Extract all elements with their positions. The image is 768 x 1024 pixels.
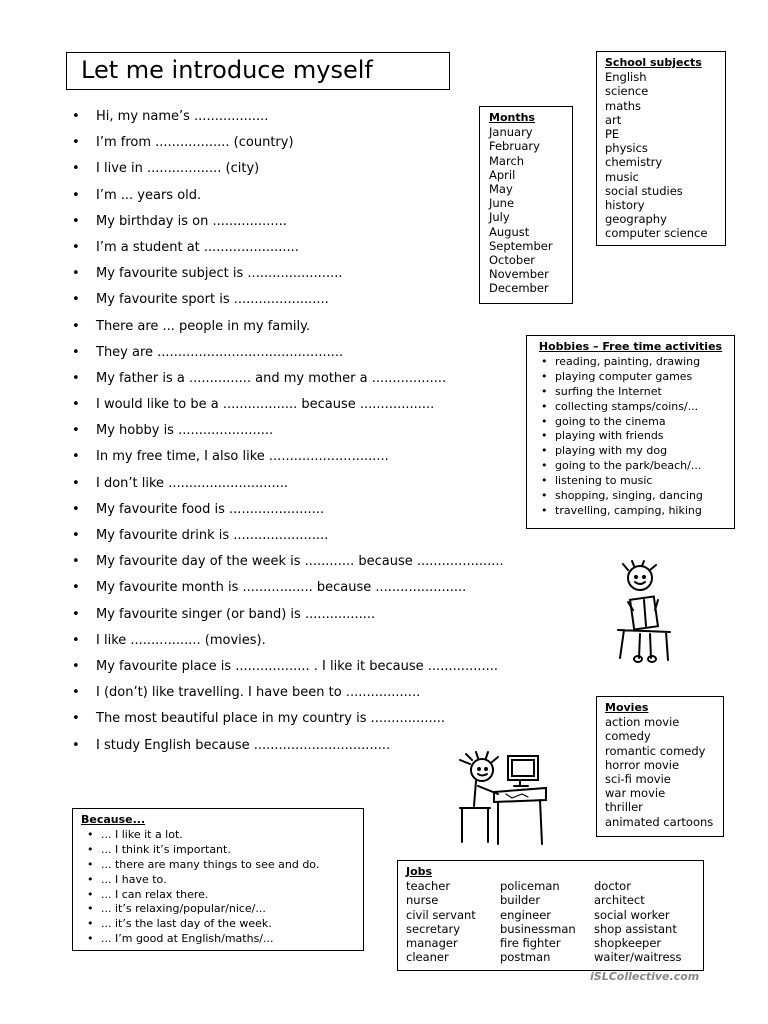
job-item: builder [500, 893, 541, 908]
month-item: September [489, 238, 553, 253]
because-box [72, 808, 364, 951]
desk-legs [498, 800, 542, 844]
subject-item: English [605, 70, 647, 85]
job-item: civil servant [406, 907, 476, 922]
month-item: July [489, 210, 510, 225]
smile-shape [478, 774, 487, 776]
hair-strokes [460, 752, 498, 764]
desk-shape [618, 630, 670, 660]
job-item: engineer [500, 907, 552, 922]
subject-item: history [605, 198, 645, 213]
hobby-item: • collecting stamps/coins/... [535, 400, 726, 415]
question-item: • Hi, my name’s .................. [72, 104, 592, 130]
question-item: • In my free time, I also like ............................. [72, 444, 592, 470]
because-item: • ... it’s relaxing/popular/nice/... [81, 902, 355, 917]
movie-item: thriller [605, 800, 643, 815]
subject-item: computer science [605, 226, 708, 241]
because-item: • ... I have to. [81, 873, 355, 888]
months-heading: Months [489, 111, 535, 124]
hobby-item: • reading, painting, drawing [535, 355, 726, 370]
eye-shape [478, 768, 480, 770]
eye-shape [485, 768, 487, 770]
jobs-column [594, 879, 688, 964]
movie-item: action movie [605, 715, 680, 730]
because-item: • ... I like it a lot. [81, 828, 355, 843]
because-item: • ... it’s the last day of the week. [81, 917, 355, 932]
month-item: April [489, 167, 516, 182]
month-item: December [489, 281, 549, 296]
month-item: March [489, 153, 525, 168]
movie-item: animated cartoons [605, 814, 714, 829]
because-item: • ... I think it’s important. [81, 843, 355, 858]
hobby-item: • travelling, camping, hiking [535, 504, 726, 519]
question-item: • They are ............................................. [72, 340, 592, 366]
movie-item: romantic comedy [605, 743, 706, 758]
question-item: • My favourite sport is ....................... [72, 287, 592, 313]
head-shape [628, 566, 652, 590]
question-item: • I (don’t) like travelling. I have been to .................. [72, 680, 592, 706]
job-item: postman [500, 950, 551, 965]
question-item: • I like ................. (movies). [72, 628, 592, 654]
hobby-item: • playing with my dog [535, 444, 726, 459]
because-heading: Because... [81, 813, 146, 826]
job-item: shop assistant [594, 921, 677, 936]
movie-item: comedy [605, 729, 651, 744]
job-item: shopkeeper [594, 936, 662, 951]
question-item: • I’m ... years old. [72, 183, 592, 209]
hobby-item: • playing with friends [535, 429, 726, 444]
subject-item: PE [605, 127, 620, 142]
site-watermark: iSLCollective.com [590, 970, 700, 983]
subject-item: science [605, 84, 649, 99]
month-item: January [489, 125, 533, 140]
months-box [479, 106, 573, 304]
subject-item: geography [605, 212, 667, 227]
subject-item: maths [605, 98, 642, 113]
book-spine [644, 600, 646, 626]
question-item: • My favourite day of the week is ............ because ..................... [72, 549, 592, 575]
subject-item: social studies [605, 183, 683, 198]
legs-shape [639, 634, 651, 658]
job-item: teacher [406, 879, 451, 894]
jobs-heading: Jobs [406, 865, 433, 878]
chair-shape [460, 808, 490, 842]
because-item: • ... there are many things to see and do. [81, 858, 355, 873]
school-subjects-heading: School subjects [605, 56, 702, 69]
child-reading-illustration [606, 560, 702, 664]
question-item: • I don’t like ............................. [72, 471, 592, 497]
head-shape [471, 759, 493, 781]
school-subjects-box [596, 51, 726, 246]
question-item: • My favourite drink is ....................... [72, 523, 592, 549]
question-item: • My father is a ............... and my mother a .................. [72, 366, 592, 392]
question-item: • I’m from .................. (country) [72, 130, 592, 156]
hobby-item: • surfing the Internet [535, 385, 726, 400]
because-item: • ... I’m good at English/maths/... [81, 932, 355, 947]
page-title: Let me introduce myself [66, 52, 450, 90]
job-item: waiter/waitress [594, 950, 682, 965]
eye-shape [635, 576, 637, 578]
question-item: • My favourite singer (or band) is ................. [72, 602, 592, 628]
movies-heading: Movies [605, 701, 649, 714]
job-item: social worker [594, 907, 670, 922]
foot-shape [648, 656, 656, 662]
jobs-column [500, 879, 594, 964]
question-item: • My favourite subject is ....................... [72, 261, 592, 287]
movie-item: sci-fi movie [605, 772, 671, 787]
question-item: • My favourite month is ................. because ...................... [72, 575, 592, 601]
question-item: • I live in .................. (city) [72, 156, 592, 182]
month-item: February [489, 139, 540, 154]
child-computer-illustration [454, 750, 552, 850]
month-item: June [489, 196, 515, 211]
foot-shape [634, 656, 642, 662]
month-item: May [489, 182, 513, 197]
hobby-item: • going to the cinema [535, 415, 726, 430]
eye-shape [643, 576, 645, 578]
question-item: • My hobby is ....................... [72, 418, 592, 444]
job-item: nurse [406, 893, 439, 908]
job-item: doctor [594, 879, 631, 894]
hobby-item: • playing computer games [535, 370, 726, 385]
hobbies-box [526, 335, 735, 529]
because-item: • ... I can relax there. [81, 888, 355, 903]
jobs-column [406, 879, 500, 964]
movie-item: war movie [605, 786, 666, 801]
job-item: businessman [500, 921, 576, 936]
question-item: • My birthday is on .................. [72, 209, 592, 235]
subject-item: physics [605, 141, 648, 156]
month-item: October [489, 253, 536, 268]
movie-item: horror movie [605, 757, 680, 772]
screen-shape [512, 760, 534, 776]
hobby-item: • listening to music [535, 474, 726, 489]
question-item: • My favourite food is ....................... [72, 497, 592, 523]
question-item: • The most beautiful place in my country is .................. [72, 706, 592, 732]
month-item: November [489, 267, 549, 282]
subject-item: music [605, 169, 640, 184]
question-item: • There are ... people in my family. [72, 314, 592, 340]
job-item: fire fighter [500, 936, 561, 951]
hobby-item: • going to the park/beach/... [535, 459, 726, 474]
hobbies-heading: Hobbies – Free time activities [538, 340, 723, 353]
job-item: architect [594, 893, 645, 908]
month-item: August [489, 224, 530, 239]
subject-item: art [605, 112, 622, 127]
job-item: manager [406, 936, 458, 951]
question-item: • I would like to be a .................. because .................. [72, 392, 592, 418]
smile-shape [635, 582, 645, 584]
job-item: policeman [500, 879, 560, 894]
question-item: • I study English because ................................. [72, 733, 592, 759]
keyboard-keys [506, 794, 528, 798]
question-item: • I’m a student at ....................... [72, 235, 592, 261]
hobby-item: • shopping, singing, dancing [535, 489, 726, 504]
subject-item: chemistry [605, 155, 663, 170]
movies-box [596, 696, 724, 837]
job-item: secretary [406, 921, 461, 936]
job-item: cleaner [406, 950, 449, 965]
question-item: • My favourite place is .................. . I like it because ................. [72, 654, 592, 680]
jobs-box [397, 860, 704, 971]
